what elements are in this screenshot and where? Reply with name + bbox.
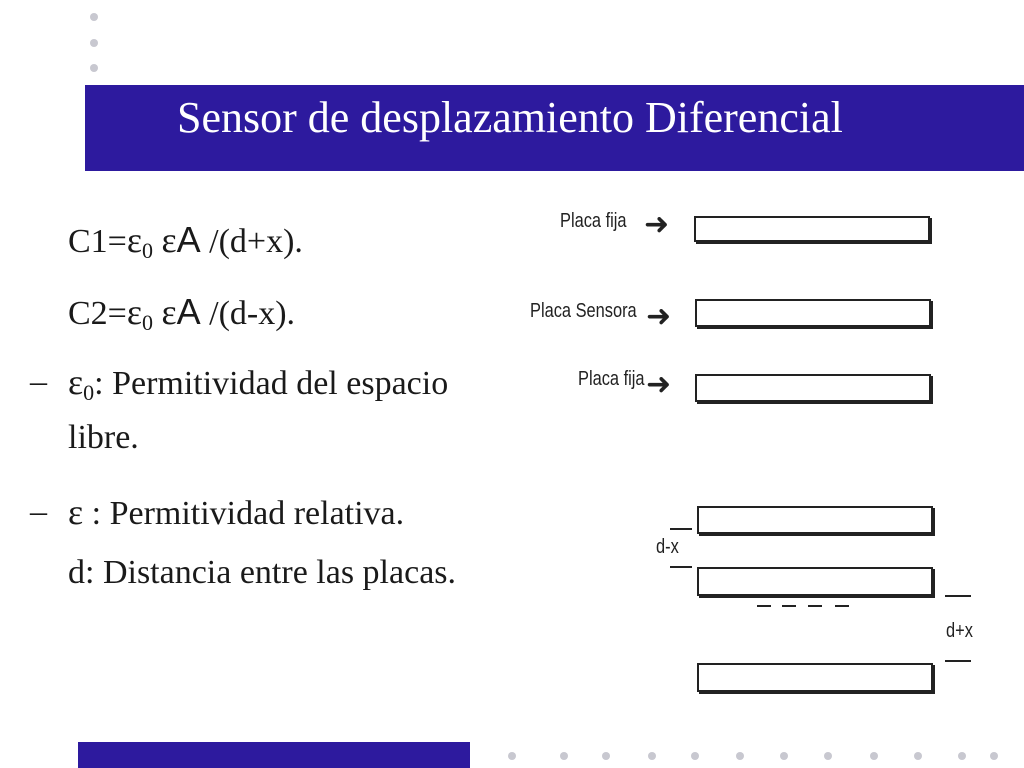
epsilon-symbol: ε (161, 292, 177, 332)
original-position-dash (757, 605, 771, 607)
decor-dot (736, 752, 744, 760)
bullet-permittivity-relative (68, 492, 404, 534)
epsilon-symbol: ε (126, 220, 142, 260)
decor-dot (870, 752, 878, 760)
decor-dot (90, 39, 98, 47)
decor-dot (990, 752, 998, 760)
bullet-text: : Permitividad relativa. (83, 495, 405, 532)
label-fixed-plate-top: Placa fija (560, 210, 627, 232)
decor-dot (90, 64, 98, 72)
original-position-dash (782, 605, 796, 607)
gap-marker-top (945, 595, 971, 597)
arrow-right-icon: ➜ (644, 207, 670, 242)
decor-dot (648, 752, 656, 760)
epsilon-symbol: ε (68, 362, 84, 402)
c1-rest: /(d+x). (200, 223, 303, 260)
gap-marker-top (670, 528, 692, 530)
c2-prefix: C2= (68, 295, 127, 332)
arrow-right-icon: ➜ (646, 299, 672, 334)
fixed-plate-lower (697, 663, 933, 692)
gap-label-d-plus-x: d+x (946, 620, 973, 642)
bullet-dash: – (30, 363, 47, 400)
c1-prefix: C1= (68, 223, 127, 260)
decor-dot (824, 752, 832, 760)
c2-rest: /(d-x). (200, 295, 296, 332)
equation-c1 (68, 220, 303, 271)
gap-marker-bottom (945, 660, 971, 662)
decor-dot (602, 752, 610, 760)
label-fixed-plate-bottom: Placa fija (578, 368, 645, 390)
decor-dot (780, 752, 788, 760)
bullet-dash: – (30, 493, 47, 530)
epsilon-symbol: ε (161, 220, 177, 260)
footer-bar (78, 742, 470, 768)
distance-note: d: Distancia entre las placas. (68, 554, 457, 591)
bullet-permittivity-vacuum (68, 362, 448, 413)
original-position-dash (835, 605, 849, 607)
epsilon-symbol: ε (68, 492, 84, 532)
area-symbol: A (176, 219, 201, 260)
decor-dot (691, 752, 699, 760)
decor-dot (508, 752, 516, 760)
subscript-zero: 0 (83, 380, 95, 405)
area-symbol: A (176, 291, 201, 332)
decor-dot (914, 752, 922, 760)
original-position-dash (808, 605, 822, 607)
slide-title: Sensor de desplazamiento Diferencial (177, 93, 843, 142)
sensor-plate (695, 299, 931, 327)
decor-dot (560, 752, 568, 760)
subscript-zero: 0 (141, 238, 153, 263)
bullet-continuation: libre. (68, 419, 139, 456)
arrow-right-icon: ➜ (646, 367, 672, 402)
gap-label-d-minus-x: d-x (656, 536, 679, 558)
fixed-plate-top (694, 216, 930, 242)
epsilon-symbol: ε (126, 292, 142, 332)
decor-dot (958, 752, 966, 760)
decor-dot (90, 13, 98, 21)
bullet-text: : Permitividad del espacio (94, 365, 449, 402)
fixed-plate-bottom (695, 374, 931, 402)
subscript-zero: 0 (141, 310, 153, 335)
equation-c2 (68, 292, 295, 343)
fixed-plate-upper (697, 506, 933, 534)
gap-marker-bottom (670, 566, 692, 568)
label-sensor-plate: Placa Sensora (530, 300, 637, 322)
sensor-plate-displaced (697, 567, 933, 596)
